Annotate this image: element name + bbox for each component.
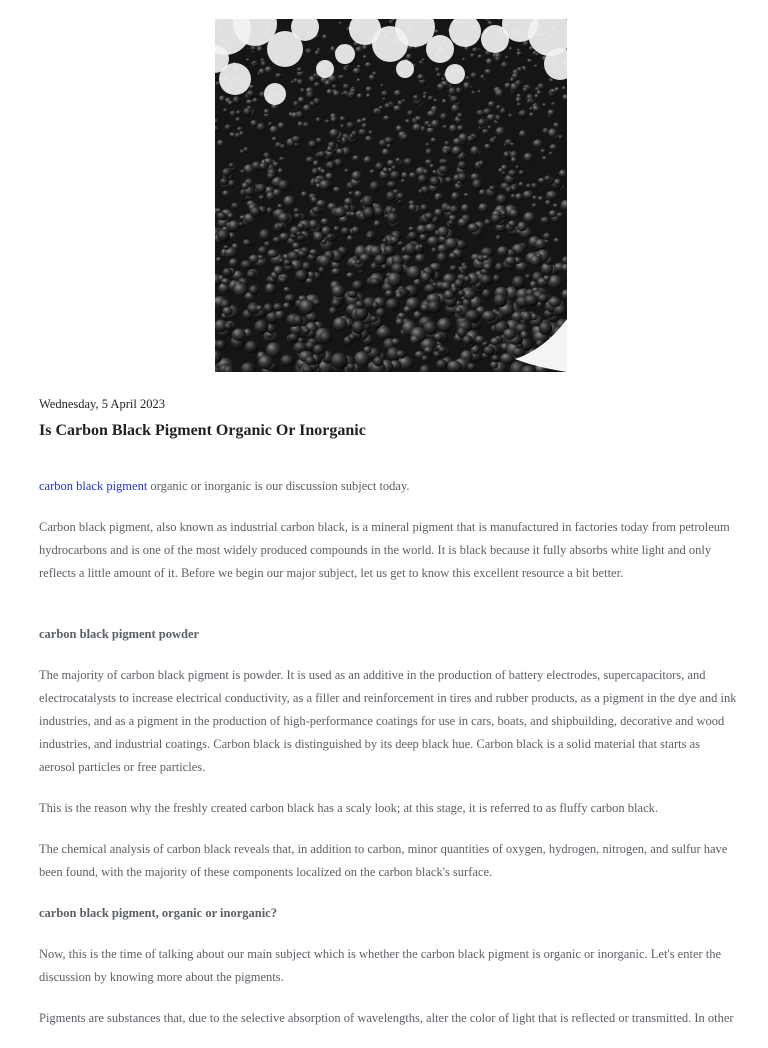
paragraph-6: Pigments are substances that, due to the selective absorption of wavelengths, alter the color of light that is reflected or transmitted. In other bbox=[39, 1011, 734, 1025]
post-date: Wednesday, 5 April 2023 bbox=[39, 397, 165, 411]
subheading-powder: carbon black pigment powder bbox=[39, 627, 200, 641]
post-body bbox=[39, 396, 739, 1048]
paragraph-2: The majority of carbon black pigment is powder. It is used as an additive in the production of battery electrodes, supercapacitors, and electrocatalysts to increase electrical conductivity, as a filler and reinforcement in tires and rubber products, as a pigment in the dye and ink industries, and as a pigment in the production of high-performance coatings for use in cars, boats, and shipbuilding, decorative and wood industries, and industrial coatings. Carbon black is distinguished by its deep black hue. Carbon black is a solid material that starts as aerosol particles or free particles. bbox=[39, 668, 737, 774]
carbon-black-pigment-link[interactable]: carbon black pigment bbox=[39, 479, 148, 493]
carbon-black-granules-photo bbox=[215, 19, 567, 372]
subheading-organic-or-inorganic: carbon black pigment, organic or inorganic? bbox=[39, 906, 277, 920]
hero-image bbox=[215, 19, 567, 372]
post-title: Is Carbon Black Pigment Organic Or Inorganic bbox=[39, 422, 366, 439]
intro-text: organic or inorganic is our discussion subject today. bbox=[147, 479, 410, 493]
intro-paragraph bbox=[39, 475, 739, 498]
paragraph-5: Now, this is the time of talking about our main subject which is whether the carbon black pigment is organic or inorganic. Let's enter the discussion by knowing more about the pigments. bbox=[39, 947, 722, 984]
paragraph-3: This is the reason why the freshly created carbon black has a scaly look; at this stage, it is referred to as fluffy carbon black. bbox=[39, 801, 659, 815]
paragraph-4: The chemical analysis of carbon black reveals that, in addition to carbon, minor quantities of oxygen, hydrogen, nitrogen, and sulfur have been found, with the majority of these components localized on the carbon black's surface. bbox=[39, 842, 728, 879]
paragraph-1: Carbon black pigment, also known as industrial carbon black, is a mineral pigment that is manufactured in factories today from petroleum hydrocarbons and is one of the most widely produced compounds in the world. It is black because it fully absorbs white light and only reflects a little amount of it. Before we begin our major subject, let us get to know this excellent resource a bit better. bbox=[39, 520, 730, 580]
